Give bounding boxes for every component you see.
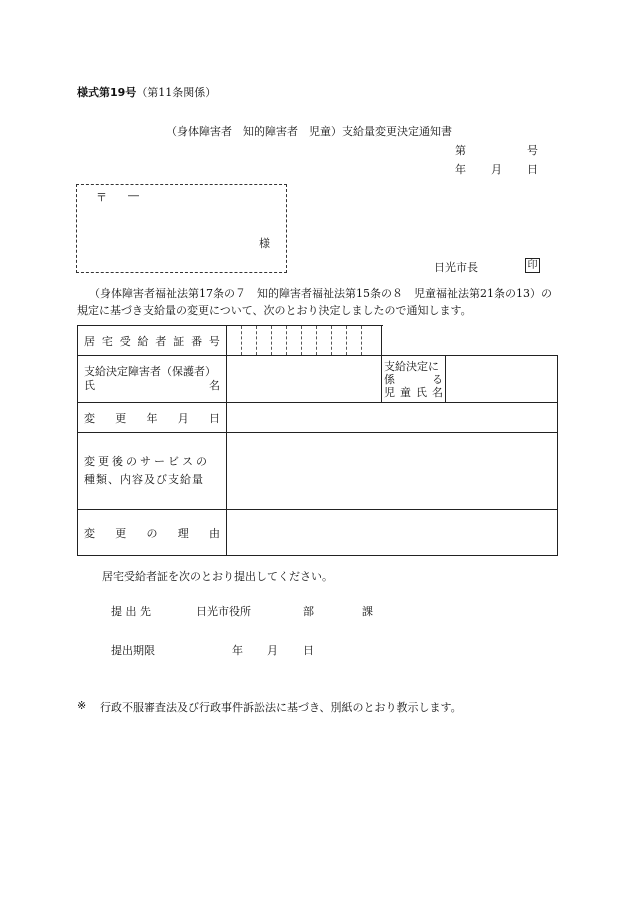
digit-box <box>227 326 242 355</box>
digit-box <box>362 326 377 355</box>
blank-area <box>382 326 558 356</box>
date-year: 年 <box>455 163 466 176</box>
label-char: 番 <box>191 334 203 348</box>
destination-label: 提 出 先 <box>111 605 151 618</box>
digit-box <box>287 326 302 355</box>
service-label-line1: 変更後のサービスの <box>84 455 210 468</box>
seal-stamp: 印 <box>525 258 540 273</box>
deadline-month: 月 <box>267 644 278 657</box>
destination-department: 部 <box>303 605 314 618</box>
document-number <box>455 142 538 158</box>
child-label-line3 <box>384 386 443 399</box>
date-month: 月 <box>491 163 502 176</box>
intro-paragraph: （身体障害者福祉法第17条の７ 知的障害者福祉法第15条の８ 児童福祉法第21条の13）の規定に基づき支給量の変更について、次のとおり決定しましたので通知します。 <box>77 287 552 317</box>
issuer-mayor: 日光市長 <box>434 261 478 274</box>
form-number-label: 様式第19号 <box>77 86 137 99</box>
deadline-year: 年 <box>232 644 243 657</box>
table-row <box>78 510 558 556</box>
cert-number-digits <box>227 326 382 356</box>
reason-text: 変 更 の 理 由 <box>84 526 220 540</box>
deadline-label: 提出期限 <box>111 644 155 657</box>
label-char: 証 <box>173 334 185 348</box>
number-suffix: 号 <box>527 144 538 157</box>
label-char: 号 <box>208 334 220 348</box>
submission-note: 居宅受給者証を次のとおり提出してください。 <box>102 570 333 583</box>
destination-city: 日光市役所 <box>196 605 251 618</box>
document-title: （身体障害者 知的障害者 児童）支給量変更決定通知書 <box>166 125 452 138</box>
label-char: 受 <box>119 334 131 348</box>
reason-label <box>78 510 227 556</box>
recipient-label-line2 <box>84 379 220 393</box>
digit-box <box>272 326 287 355</box>
table-row <box>78 356 558 403</box>
service-field <box>227 433 558 510</box>
child-label <box>382 356 446 403</box>
recipient-label-line1: 支給決定障害者（保護者） <box>84 365 216 378</box>
deadline-day: 日 <box>303 644 314 657</box>
number-prefix: 第 <box>455 144 466 157</box>
child-label-line2 <box>384 373 443 386</box>
change-date-label <box>78 403 227 433</box>
label-kakaru-2: る <box>432 372 443 386</box>
form-number <box>77 84 216 100</box>
label-char: 居 <box>84 334 95 348</box>
label-char: 宅 <box>101 334 113 348</box>
table-row <box>78 403 558 433</box>
table-row <box>78 326 558 356</box>
digit-box <box>242 326 257 355</box>
document-date <box>455 161 538 177</box>
digit-box <box>302 326 317 355</box>
label-shi: 氏 <box>84 379 95 392</box>
service-label-line2: 種類、内容及び支給量 <box>84 473 204 486</box>
label-char: 児 <box>384 385 395 399</box>
note-mark: ※ <box>77 699 87 712</box>
destination-section: 課 <box>362 605 373 618</box>
label-char: 氏 <box>416 385 427 399</box>
change-date-field <box>227 403 558 433</box>
digit-box <box>257 326 272 355</box>
reason-field <box>227 510 558 556</box>
digit-box <box>332 326 347 355</box>
table-row <box>78 433 558 510</box>
digit-box <box>317 326 332 355</box>
label-char: 名 <box>432 385 443 399</box>
change-date-text: 変 更 年 月 日 <box>84 411 220 425</box>
address-box <box>76 184 287 273</box>
cert-number-text <box>84 333 220 349</box>
honorific-sama: 様 <box>259 237 270 250</box>
label-kakaru-1: 係 <box>384 372 395 386</box>
postal-mark: 〒 <box>96 191 107 204</box>
child-label-line1: 支給決定に <box>384 359 439 373</box>
digit-box <box>347 326 362 355</box>
label-char: 者 <box>155 334 167 348</box>
postal-dash: ― <box>128 189 139 202</box>
label-mei: 名 <box>209 379 220 392</box>
form-related-article: （第11条関係） <box>136 86 217 99</box>
appeal-notice: 行政不服審査法及び行政事件訴訟法に基づき、別紙のとおり教示します。 <box>100 701 462 714</box>
recipient-label <box>78 356 227 403</box>
child-name-field <box>446 356 558 403</box>
label-char: 童 <box>400 385 411 399</box>
label-char: 給 <box>137 334 149 348</box>
service-label <box>78 433 227 510</box>
date-day: 日 <box>527 163 538 176</box>
recipient-name-field <box>227 356 382 403</box>
cert-number-label <box>78 326 227 356</box>
decision-table <box>77 325 558 556</box>
